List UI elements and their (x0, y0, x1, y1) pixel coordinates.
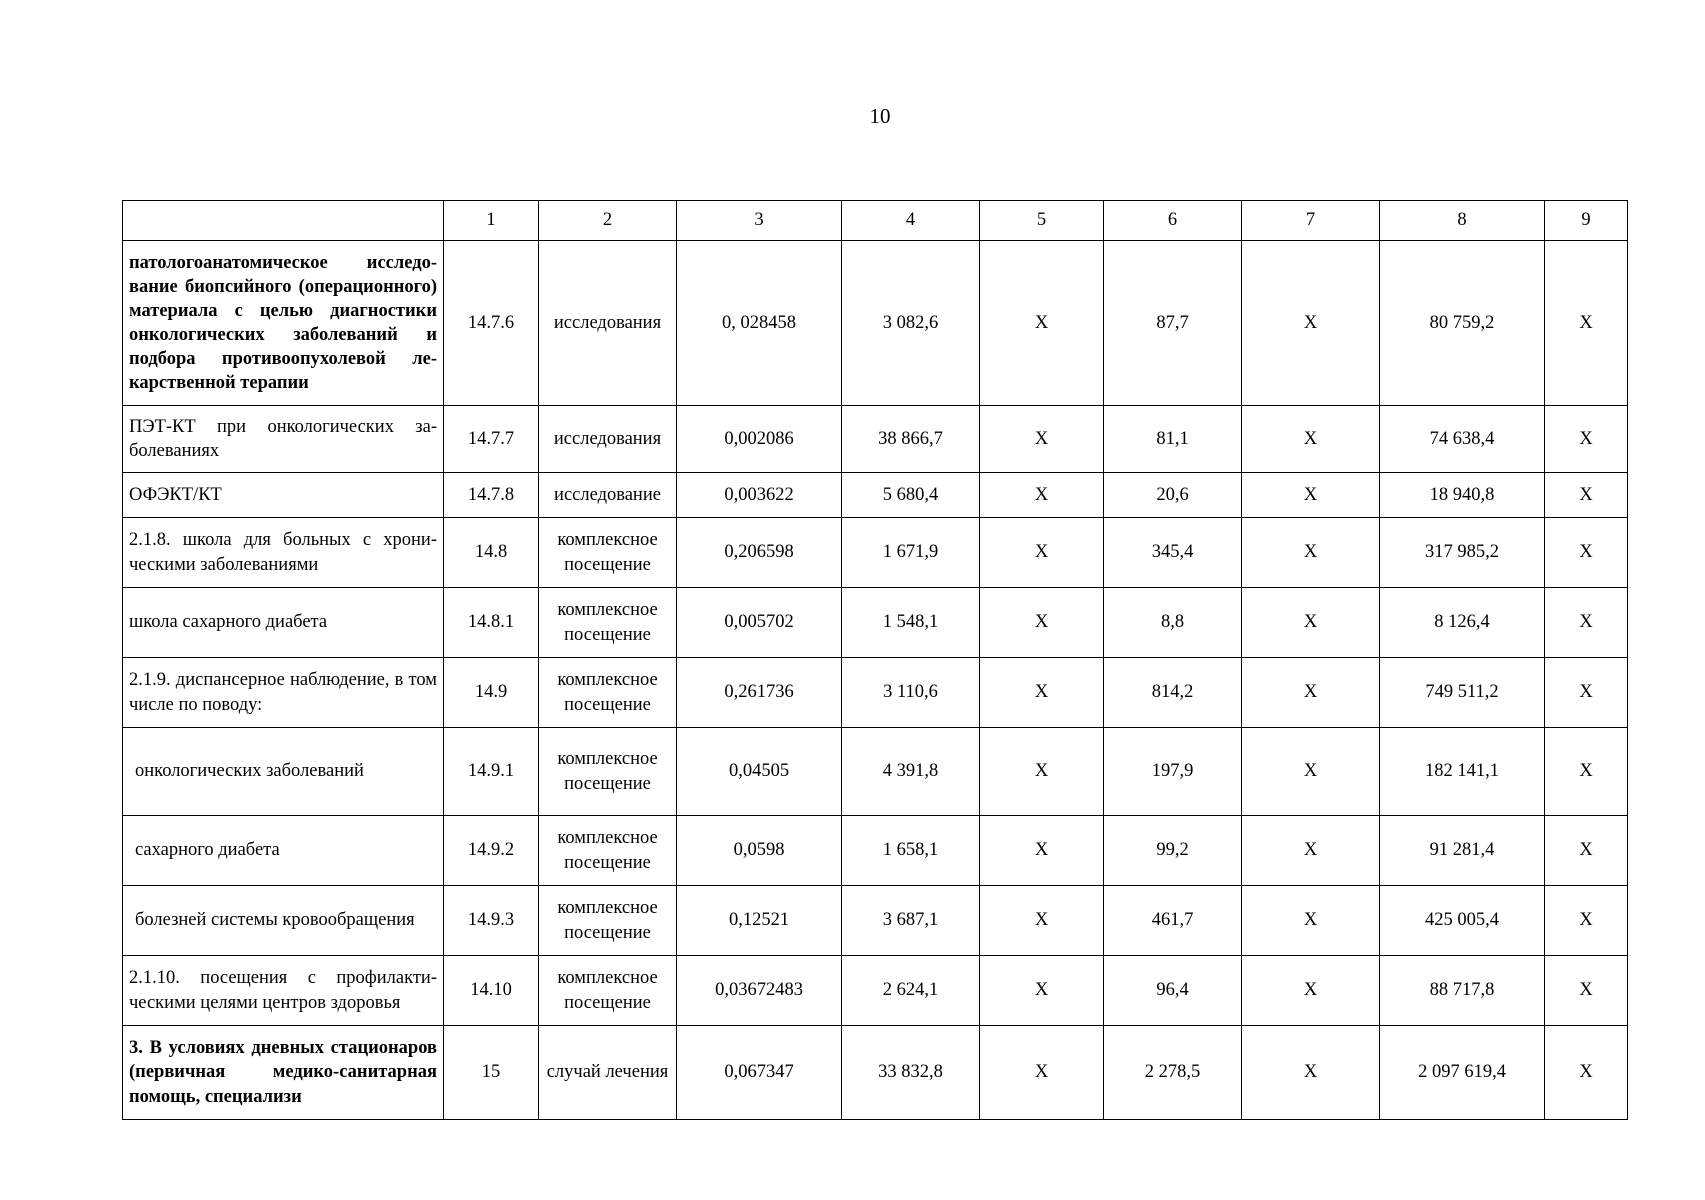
cell-description: 2.1.9. диспансерное наблюдение, в том числе по поводу: (123, 658, 444, 728)
cell-col7: Х (1242, 473, 1380, 518)
cell-col6: 81,1 (1104, 406, 1242, 473)
cell-unit: исследования (539, 241, 677, 406)
cell-col5: Х (980, 588, 1104, 658)
cell-norm-volume: 0,0598 (677, 816, 842, 886)
cell-description: ПЭТ-КТ при онкологических заболеваниях (123, 406, 444, 473)
cell-norm-cost: 1 548,1 (842, 588, 980, 658)
table-row (123, 886, 1628, 956)
cell-col8: 88 717,8 (1380, 956, 1545, 1026)
cell-description: 2.1.10. посещения с профилактическими целями центров здоровья (123, 956, 444, 1026)
cell-col9: Х (1545, 473, 1628, 518)
cell-col6: 8,8 (1104, 588, 1242, 658)
cell-norm-cost: 2 624,1 (842, 956, 980, 1026)
cell-code: 14.7.8 (444, 473, 539, 518)
cell-norm-volume: 0,067347 (677, 1026, 842, 1120)
cell-col9: Х (1545, 518, 1628, 588)
cell-col7: Х (1242, 518, 1380, 588)
cell-norm-cost: 1 671,9 (842, 518, 980, 588)
cell-norm-volume: 0,002086 (677, 406, 842, 473)
cell-norm-cost: 33 832,8 (842, 1026, 980, 1120)
cell-code: 14.9.2 (444, 816, 539, 886)
cell-col9: Х (1545, 406, 1628, 473)
cell-code: 14.9.3 (444, 886, 539, 956)
cell-description: болезней системы кровообращения (123, 886, 444, 956)
cell-unit: комплексное посещение (539, 886, 677, 956)
table-row (123, 473, 1628, 518)
cell-code: 14.7.7 (444, 406, 539, 473)
cell-col8: 182 141,1 (1380, 728, 1545, 816)
cell-col9: Х (1545, 816, 1628, 886)
header-row (123, 201, 1628, 241)
cell-col7: Х (1242, 956, 1380, 1026)
header-cell-5: 5 (980, 201, 1104, 241)
cell-col8: 8 126,4 (1380, 588, 1545, 658)
header-cell-9: 9 (1545, 201, 1628, 241)
cell-col8: 18 940,8 (1380, 473, 1545, 518)
table-row (123, 518, 1628, 588)
cell-norm-volume: 0,003622 (677, 473, 842, 518)
cell-col8: 749 511,2 (1380, 658, 1545, 728)
header-cell-3: 3 (677, 201, 842, 241)
cell-code: 14.10 (444, 956, 539, 1026)
cell-col6: 2 278,5 (1104, 1026, 1242, 1120)
table-body (123, 241, 1628, 1120)
cell-norm-cost: 5 680,4 (842, 473, 980, 518)
cell-unit: исследования (539, 406, 677, 473)
cell-col8: 91 281,4 (1380, 816, 1545, 886)
page-number: 10 (869, 104, 891, 128)
cell-col9: Х (1545, 658, 1628, 728)
cell-code: 15 (444, 1026, 539, 1120)
cell-col5: Х (980, 473, 1104, 518)
cell-description: сахарного диабета (123, 816, 444, 886)
cell-col6: 87,7 (1104, 241, 1242, 406)
cell-unit: комплексное посещение (539, 956, 677, 1026)
cell-col5: Х (980, 816, 1104, 886)
cell-col5: Х (980, 241, 1104, 406)
cell-unit: исследование (539, 473, 677, 518)
table-row (123, 956, 1628, 1026)
cell-col5: Х (980, 886, 1104, 956)
header-cell-0 (123, 201, 444, 241)
cell-col9: Х (1545, 1026, 1628, 1120)
cell-description: патологоанатомическое исследование биопсийного (операционного) материала с целью диагностики онкологических заболеваний и подбора противоопухолевой лекарственной терапии (123, 241, 444, 406)
cell-col7: Х (1242, 658, 1380, 728)
cell-norm-volume: 0,261736 (677, 658, 842, 728)
cell-code: 14.8 (444, 518, 539, 588)
cell-col6: 345,4 (1104, 518, 1242, 588)
cell-norm-cost: 3 110,6 (842, 658, 980, 728)
table-row (123, 241, 1628, 406)
cell-norm-volume: 0,03672483 (677, 956, 842, 1026)
cell-code: 14.8.1 (444, 588, 539, 658)
cell-unit: комплексное посещение (539, 728, 677, 816)
cell-col8: 317 985,2 (1380, 518, 1545, 588)
data-table (122, 200, 1628, 1120)
cell-col7: Х (1242, 816, 1380, 886)
cell-norm-cost: 3 082,6 (842, 241, 980, 406)
cell-code: 14.9 (444, 658, 539, 728)
header-cell-6: 6 (1104, 201, 1242, 241)
table-row (123, 588, 1628, 658)
cell-col6: 814,2 (1104, 658, 1242, 728)
cell-norm-cost: 3 687,1 (842, 886, 980, 956)
cell-norm-volume: 0,005702 (677, 588, 842, 658)
cell-unit: комплексное посещение (539, 588, 677, 658)
cell-norm-cost: 4 391,8 (842, 728, 980, 816)
cell-col5: Х (980, 1026, 1104, 1120)
cell-col6: 99,2 (1104, 816, 1242, 886)
cell-norm-cost: 1 658,1 (842, 816, 980, 886)
cell-col9: Х (1545, 588, 1628, 658)
cell-unit: комплексное посещение (539, 518, 677, 588)
cell-col5: Х (980, 518, 1104, 588)
cell-col5: Х (980, 728, 1104, 816)
cell-col8: 425 005,4 (1380, 886, 1545, 956)
table-row (123, 816, 1628, 886)
header-cell-1: 1 (444, 201, 539, 241)
header-cell-4: 4 (842, 201, 980, 241)
cell-norm-volume: 0,12521 (677, 886, 842, 956)
cell-col7: Х (1242, 241, 1380, 406)
cell-col7: Х (1242, 728, 1380, 816)
cell-col9: Х (1545, 956, 1628, 1026)
cell-col9: Х (1545, 728, 1628, 816)
cell-col5: Х (980, 956, 1104, 1026)
header-cell-2: 2 (539, 201, 677, 241)
header-cell-8: 8 (1380, 201, 1545, 241)
cell-col7: Х (1242, 886, 1380, 956)
cell-col5: Х (980, 658, 1104, 728)
table-row (123, 728, 1628, 816)
cell-code: 14.9.1 (444, 728, 539, 816)
table-row (123, 406, 1628, 473)
table-row (123, 658, 1628, 728)
cell-col7: Х (1242, 588, 1380, 658)
cell-description: 3. В условиях дневных стационаров (первичная медико-санитарная помощь, специализи (123, 1026, 444, 1120)
header-cell-7: 7 (1242, 201, 1380, 241)
cell-col7: Х (1242, 1026, 1380, 1120)
cell-col6: 461,7 (1104, 886, 1242, 956)
cell-description: онкологических заболеваний (123, 728, 444, 816)
table-row (123, 1026, 1628, 1120)
cell-col9: Х (1545, 886, 1628, 956)
cell-col8: 2 097 619,4 (1380, 1026, 1545, 1120)
cell-unit: случай лечения (539, 1026, 677, 1120)
cell-norm-volume: 0,206598 (677, 518, 842, 588)
cell-norm-cost: 38 866,7 (842, 406, 980, 473)
cell-col6: 96,4 (1104, 956, 1242, 1026)
cell-unit: комплексное посещение (539, 816, 677, 886)
cell-norm-volume: 0, 028458 (677, 241, 842, 406)
cell-col8: 74 638,4 (1380, 406, 1545, 473)
cell-description: 2.1.8. школа для больных с хроническими заболеваниями (123, 518, 444, 588)
cell-col6: 197,9 (1104, 728, 1242, 816)
cell-col7: Х (1242, 406, 1380, 473)
cell-unit: комплексное посещение (539, 658, 677, 728)
cell-col5: Х (980, 406, 1104, 473)
cell-col6: 20,6 (1104, 473, 1242, 518)
cell-description: ОФЭКТ/КТ (123, 473, 444, 518)
cell-col9: Х (1545, 241, 1628, 406)
cell-col8: 80 759,2 (1380, 241, 1545, 406)
cell-description: школа сахарного диабета (123, 588, 444, 658)
cell-code: 14.7.6 (444, 241, 539, 406)
cell-norm-volume: 0,04505 (677, 728, 842, 816)
